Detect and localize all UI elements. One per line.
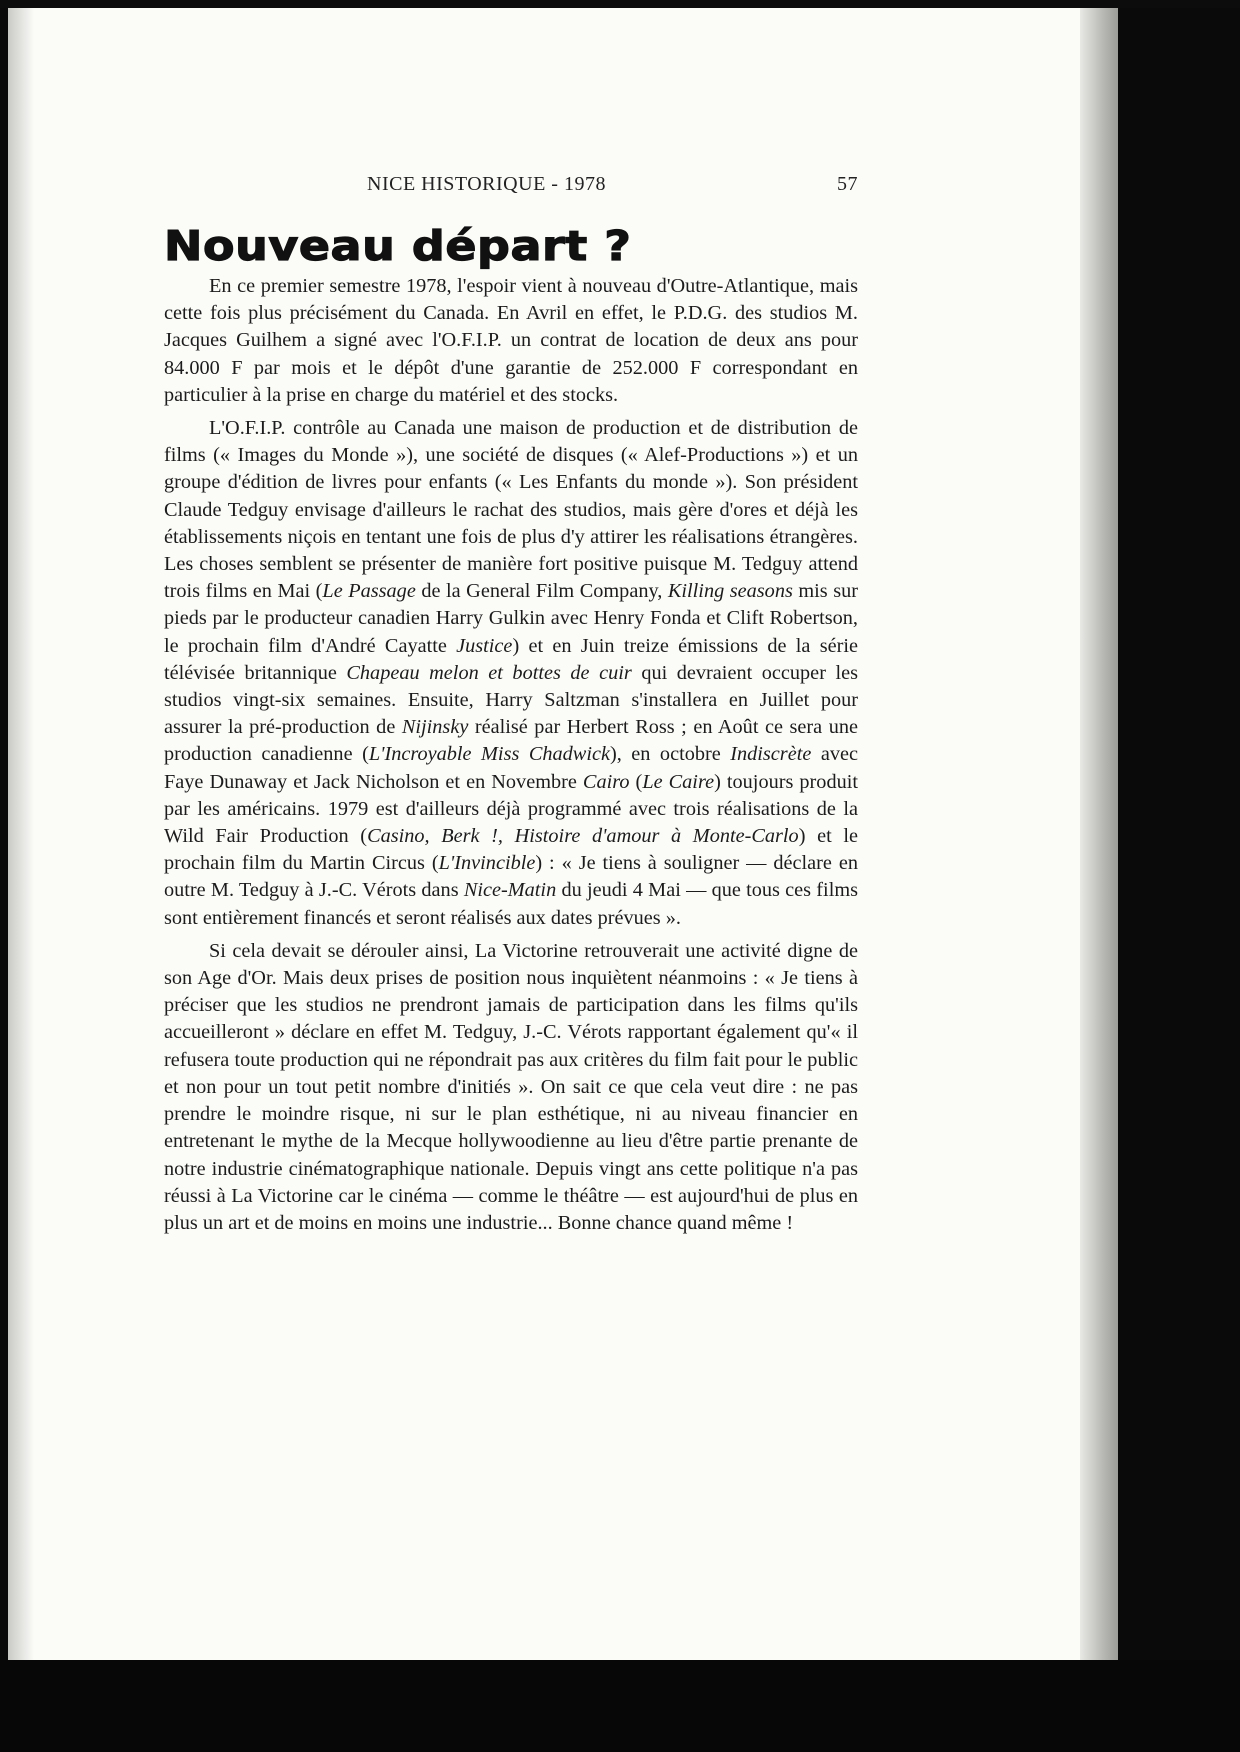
running-title: NICE HISTORIQUE - 1978 bbox=[367, 173, 606, 195]
text-run: ) et le prochain film du Martin Circus ( bbox=[164, 825, 858, 875]
paragraph-2 bbox=[164, 415, 858, 932]
italic-title: Nice-Matin bbox=[463, 879, 557, 902]
binding-shadow bbox=[8, 8, 34, 1660]
italic-title: Killing seasons bbox=[667, 580, 793, 603]
text-run: L'O.F.I.P. contrôle au Canada une maison de production et de distribution de films (« Images du Monde »), une société de disques (« Alef-Productions ») et un groupe d'édition de livres pour enfants (« Les Enfants du monde »). Son président Claude Tedguy envisage d'ailleurs le rachat des studios, mais gère d'ores et déjà les établissements niçois en tentant une fois de plus d'y attirer les réalisations étrangères. Les choses semblent se présenter de manière fort positive puisque M. Tedguy attend trois films en Mai ( bbox=[164, 417, 858, 603]
paragraph-1 bbox=[164, 273, 858, 409]
italic-title: Cairo bbox=[582, 770, 630, 793]
text-run: ) toujours produit par les américains. 1979 est d'ailleurs déjà programmé avec trois réalisations de la Wild Fair Production ( bbox=[164, 770, 858, 848]
article-title: Nouveau départ ? bbox=[164, 222, 632, 270]
text-run: avec Faye Dunaway et Jack Nicholson et en Novembre bbox=[164, 743, 858, 793]
text-run: ) et en Juin treize émissions de la série télévisée britannique bbox=[164, 634, 858, 684]
scan-bottom-border bbox=[0, 1660, 1240, 1752]
italic-title: Le Passage bbox=[322, 580, 416, 603]
text-run: En ce premier semestre 1978, l'espoir vient à nouveau d'Outre-Atlantique, mais cette fois plus précisément du Canada. En Avril en effet, le P.D.G. des studios M. Jacques Guilhem a signé avec l'O.F.I.P. un contrat de location de deux ans pour 84.000 F par mois et le dépôt d'une garantie de 252.000 F correspondant en particulier à la prise en charge du matériel et des stocks. bbox=[164, 275, 858, 406]
paragraph-3 bbox=[164, 938, 858, 1237]
italic-title: Nijinsky bbox=[401, 716, 469, 739]
text-run: Si cela devait se dérouler ainsi, La Victorine retrouverait une activité digne de son Age d'Or. Mais deux prises de position nous inquiètent néanmoins : « Je tiens à préciser que les studios ne prendront jamais de participation dans les films qu'ils accueilleront » déclare en effet M. Tedguy, J.-C. Vérots rapportant également qu'« il refusera toute production qui ne répondrait pas aux critères du film fait pour le public et non pour un tout petit nombre d'initiés ». On sait ce que cela veut dire : ne pas prendre le moindre risque, ni sur le plan esthétique, ni au niveau financier en entretenant le mythe de la Mecque hollywoodienne au lieu d'être partie prenante de notre industrie cinématographique nationale. Depuis vingt ans cette politique n'a pas réussi à La Victorine car le cinéma — comme le théâtre — est aujourd'hui de plus en plus un art et de moins en moins une industrie... Bonne chance quand même ! bbox=[164, 939, 858, 1234]
italic-title: L'Invincible bbox=[438, 852, 536, 875]
text-run: de la General Film Company, bbox=[415, 580, 668, 603]
scan-top-border bbox=[0, 0, 1240, 8]
italic-title: Justice bbox=[456, 634, 513, 657]
text-run: qui devraient occuper les studios vingt-six semaines. Ensuite, Harry Saltzman s'installera en Juillet pour assurer la pré-production de bbox=[164, 661, 859, 739]
italic-title: L'Incroyable Miss Chadwick bbox=[368, 743, 610, 766]
text-run: mis sur pieds par le producteur canadien Harry Gulkin avec Henry Fonda et Clift Robertson, le prochain film d'André Cayatte bbox=[164, 580, 858, 657]
italic-title: Casino, Berk !, Histoire d'amour à Monte-Carlo bbox=[367, 825, 799, 848]
article-body bbox=[164, 273, 858, 1243]
italic-title: Le Caire bbox=[642, 770, 715, 793]
running-header bbox=[164, 173, 858, 203]
text-run: ) : « Je tiens à souligner — déclare en outre M. Tedguy à J.-C. Vérots dans bbox=[164, 852, 858, 902]
italic-title: Indiscrète bbox=[730, 743, 812, 766]
text-run: ), en octobre bbox=[609, 743, 731, 766]
text-run: du jeudi 4 Mai — que tous ces films sont entièrement financés et seront réalisés aux dates prévues ». bbox=[164, 879, 858, 929]
text-run: réalisé par Herbert Ross ; en Août ce sera une production canadienne ( bbox=[164, 716, 858, 766]
italic-title: Chapeau melon et bottes de cuir bbox=[346, 661, 632, 684]
page-edge bbox=[1080, 8, 1118, 1660]
text-run: ( bbox=[629, 770, 643, 793]
page-number: 57 bbox=[837, 173, 858, 195]
